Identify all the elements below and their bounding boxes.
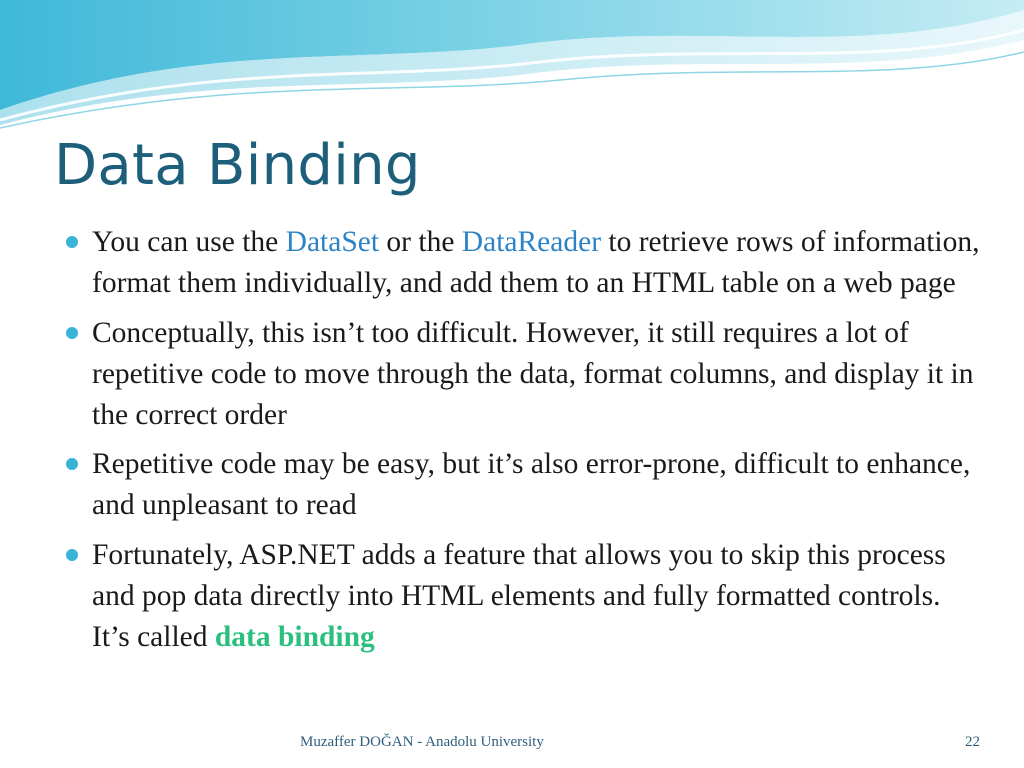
bullet-icon <box>66 458 78 470</box>
bullet-item <box>62 313 982 436</box>
bullet-icon <box>66 549 78 561</box>
bullet-text: to retrieve rows of information, format them individually, and add them to an HTML table on a web page <box>92 226 980 299</box>
bullet-item <box>62 222 982 304</box>
footer-author: Muzaffer DOĞAN - Anadolu University <box>300 734 544 750</box>
slide-title: Data Binding <box>54 133 421 198</box>
bullet-item <box>62 444 982 526</box>
bullet-list <box>62 222 982 666</box>
term-data-binding: data binding <box>214 620 375 653</box>
header-wave-decoration <box>0 0 1024 140</box>
bullet-text: or the <box>379 226 462 258</box>
bullet-item <box>62 535 982 658</box>
term-dataset: DataSet <box>285 226 380 258</box>
bullet-text: Fortunately, ASP.NET adds a feature that allows you to skip this process and pop data directly into HTML elements and fully formatted controls. It’s called <box>92 538 946 653</box>
term-datareader: DataReader <box>461 226 602 258</box>
bullet-text: You can use the <box>92 226 286 258</box>
bullet-text: Conceptually, this isn’t too difficult. However, it still requires a lot of repetitive code to move through the data, format columns, and display it in the correct order <box>92 316 974 431</box>
page-number: 22 <box>965 734 980 750</box>
bullet-icon <box>66 236 78 248</box>
bullet-icon <box>66 327 78 339</box>
bullet-text: Repetitive code may be easy, but it’s also error-prone, difficult to enhance, and unpleasant to read <box>92 448 971 521</box>
